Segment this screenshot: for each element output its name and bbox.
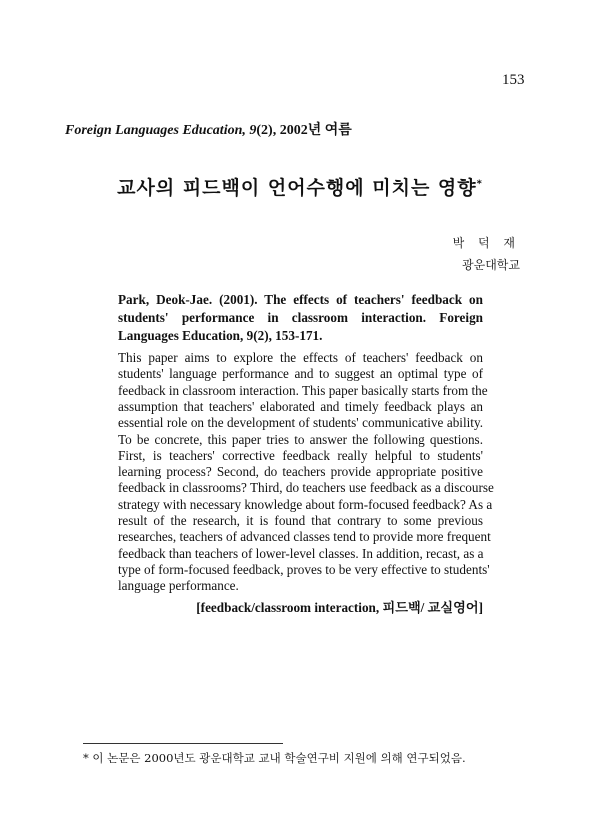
text-line: feedback in classroom interaction. This paper basically starts from the <box>118 382 488 398</box>
text-line: essential role on the development of students' communicative ability. <box>118 415 483 431</box>
affiliation: 광운대학교 <box>462 258 520 272</box>
text-line: To be concrete, this paper tries to answer the following questions. <box>118 431 483 447</box>
text-line: students' performance in classroom interaction. Foreign <box>118 310 483 326</box>
journal-header <box>65 119 352 139</box>
keywords: [feedback/classroom interaction, 피드백/ 교실영어] <box>196 600 483 615</box>
title-text: 교사의 피드백이 언어수행에 미치는 영향 <box>117 177 477 199</box>
text-line: Languages Education, 9(2), 153-171. <box>118 328 323 344</box>
journal-issue: (2), 2002년 여름 <box>256 123 352 138</box>
text-line: Park, Deok-Jae. (2001). The effects of teachers' feedback on <box>118 292 483 307</box>
text-line: researches, teachers of advanced classes tend to provide more frequent <box>118 529 491 545</box>
text-line: feedback in classrooms? Third, do teachers use feedback as a discourse <box>118 480 494 496</box>
text-line: students' language performance and to suggest an optimal type of <box>118 366 483 382</box>
paper-title <box>0 173 600 200</box>
journal-volume: 9 <box>249 123 257 138</box>
author-name: 박 덕 재 <box>452 236 520 250</box>
text-line: assumption that teachers' elaborated and timely feedback plays an <box>118 398 483 414</box>
text-line: strategy with necessary knowledge about form-focused feedback? As a <box>118 496 493 512</box>
text-line: First, is teachers' corrective feedback really helpful to students' <box>118 447 483 463</box>
title-footnote-mark: * <box>476 178 483 190</box>
text-line: learning process? Second, do teachers provide appropriate positive <box>118 464 483 480</box>
journal-name: Foreign Languages Education, <box>65 123 246 138</box>
text-line: type of form-focused feedback, proves to be very effective to students' <box>118 561 490 577</box>
text-line: feedback than teachers of lower-level classes. In addition, recast, as a <box>118 545 484 561</box>
text-line: This paper aims to explore the effects of teachers' feedback on <box>118 350 483 365</box>
footnote: * 이 논문은 2000년도 광운대학교 교내 학술연구비 지원에 의해 연구되었음. <box>83 751 466 765</box>
text-line: result of the research, it is found that contrary to some previous <box>118 513 483 528</box>
text-line: language performance. <box>118 578 239 594</box>
footnote-divider <box>83 743 283 744</box>
page-number: 153 <box>502 72 525 88</box>
